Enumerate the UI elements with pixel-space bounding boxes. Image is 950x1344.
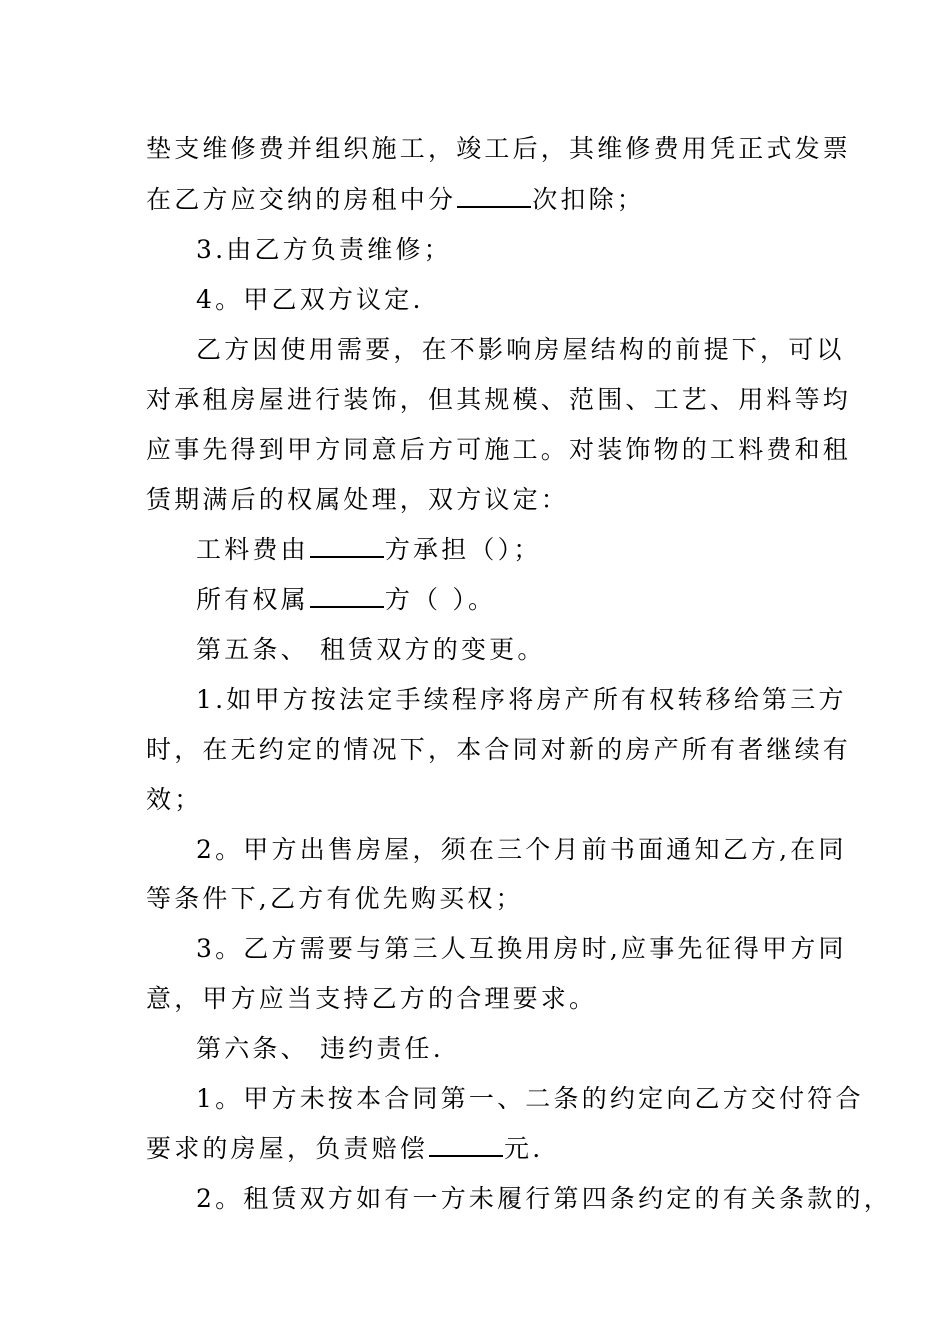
text-line: 3。乙方需要与第三人互换用房时,应事先征得甲方同	[196, 934, 847, 963]
text-line: 工料费由 方承担（）；	[196, 530, 876, 570]
text-line: 要求的房屋，负责赔偿 元.	[146, 1129, 826, 1169]
section-heading: 第五条、 租赁双方的变更。	[196, 635, 546, 664]
text-line: 应事先得到甲方同意后方可施工。对装饰物的工料费和租	[146, 435, 852, 464]
text-line: 3.由乙方负责维修；	[196, 235, 452, 264]
text-line: 效；	[146, 785, 203, 814]
text-line: 2。租赁双方如有一方未履行第四条约定的有关条款的，	[196, 1184, 892, 1213]
fill-in-blank	[429, 1131, 503, 1157]
text-line: 对承租房屋进行装饰，但其规模、范围、工艺、用料等均	[146, 385, 852, 414]
text-line: 4。甲乙双方议定.	[196, 285, 424, 314]
text-line: 垫支维修费并组织施工，竣工后，其维修费用凭正式发票	[146, 134, 852, 163]
text-line: 意，甲方应当支持乙方的合理要求。	[146, 984, 598, 1013]
text-line: 1.如甲方按法定手续程序将房产所有权转移给第三方	[196, 685, 847, 714]
text-line: 1。甲方未按本合同第一、二条的约定向乙方交付符合	[196, 1084, 864, 1113]
section-heading: 第六条、 违约责任.	[196, 1034, 444, 1063]
fill-in-blank	[310, 532, 384, 558]
text-line: 所有权属 方（ ）。	[196, 580, 876, 620]
text-line: 等条件下,乙方有优先购买权；	[146, 884, 524, 913]
text-line: 时，在无约定的情况下，本合同对新的房产所有者继续有	[146, 735, 852, 764]
fill-in-blank	[310, 582, 384, 608]
fill-in-blank	[457, 182, 531, 208]
text-line: 赁期满后的权属处理，双方议定：	[146, 485, 570, 514]
text-line: 在乙方应交纳的房租中分 次扣除；	[146, 180, 826, 220]
text-line: 2。甲方出售房屋，须在三个月前书面通知乙方,在同	[196, 835, 847, 864]
text-line: 乙方因使用需要，在不影响房屋结构的前提下，可以	[196, 335, 845, 364]
